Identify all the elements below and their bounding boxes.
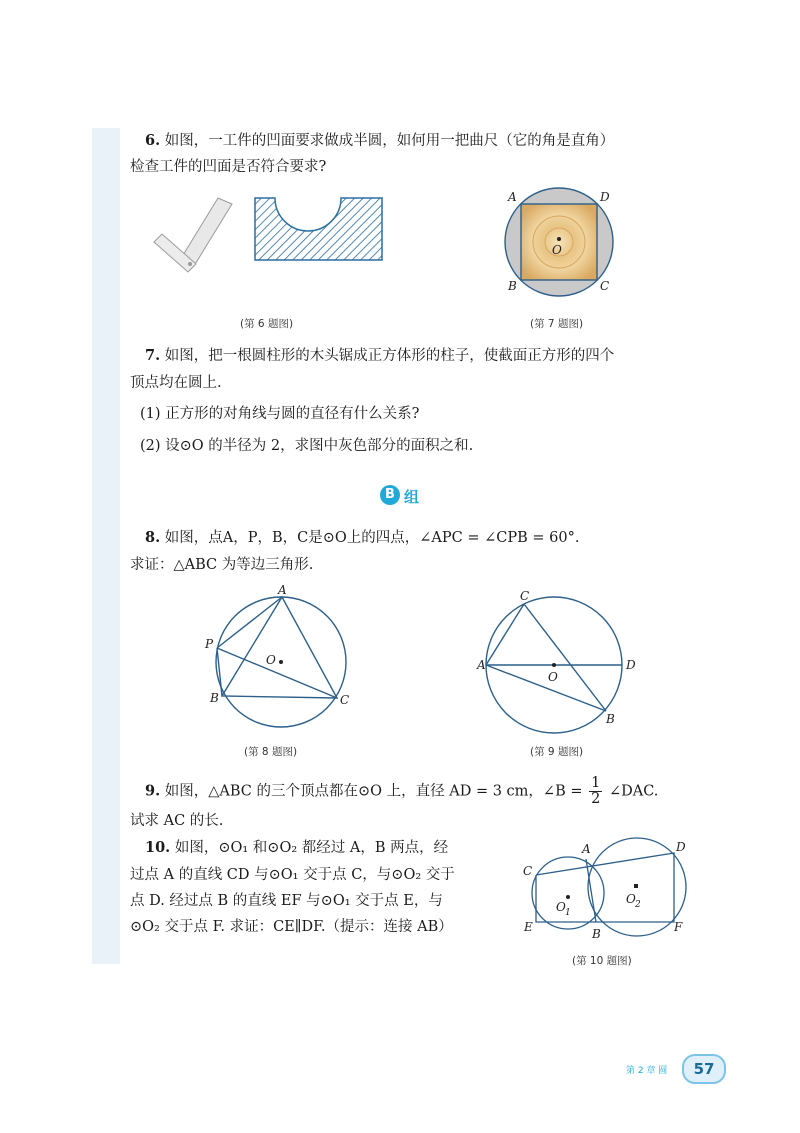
q6-line1	[145, 131, 614, 151]
q10-number: 10.	[145, 839, 171, 856]
q8-center-dot	[279, 660, 283, 664]
q9-number: 9.	[145, 782, 161, 800]
q9-figure	[478, 585, 638, 740]
q7-square	[521, 204, 597, 280]
q7-caption: (第 7 题图)	[530, 318, 584, 330]
q10-label-o1-sub: 1	[565, 908, 571, 918]
q10-line4: ⊙O₂ 交于点 F. 求证：CE∥DF.（提示：连接 AB）	[130, 919, 453, 935]
q9-text1b: ∠DAC.	[608, 783, 659, 800]
q7-figure	[496, 182, 626, 302]
q7-part2: (2) 设⊙O 的半径为 2，求图中灰色部分的面积之和.	[140, 438, 474, 454]
q8-label-c: C	[340, 693, 350, 707]
q9-line1	[145, 776, 658, 807]
q10-line1	[145, 838, 448, 858]
group-b-icon: B	[380, 485, 400, 505]
q10-label-b: B	[592, 927, 601, 941]
group-b-label: 组	[404, 488, 420, 506]
q7-label-a: A	[508, 190, 517, 204]
q10-label-o2-sub: 2	[635, 900, 641, 910]
q10-figure	[516, 835, 696, 945]
q7-part1: (1) 正方形的对角线与圆的直径有什么关系?	[140, 406, 420, 422]
q8-label-a: A	[278, 583, 287, 597]
q10-caption: (第 10 题图)	[572, 955, 632, 967]
footer-chapter: 第 2 章 圆	[626, 1066, 668, 1076]
q10-o2-dot	[634, 884, 638, 888]
q10-text1: 如图，⊙O₁ 和⊙O₂ 都经过 A，B 两点，经	[174, 840, 449, 856]
workpiece-shape	[255, 198, 382, 260]
q8-caption: (第 8 题图)	[244, 746, 298, 758]
q6-number: 6.	[145, 132, 161, 149]
q10-label-a: A	[582, 842, 591, 856]
q8-text1: 如图，点A，P，B，C是⊙O上的四点，∠APC = ∠CPB = 60°.	[164, 530, 580, 546]
q10-label-o1: O	[556, 900, 566, 914]
q8-line1	[145, 528, 579, 548]
q8-label-o: O	[266, 653, 276, 667]
q9-line2: 试求 AC 的长.	[130, 813, 224, 829]
q8-line2: 求证：△ABC 为等边三角形.	[130, 557, 314, 573]
q9-text1a: 如图，△ABC 的三个顶点都在⊙O 上，直径 AD = 3 cm，∠B =	[164, 783, 583, 800]
q9-center-dot	[552, 663, 556, 667]
q10-label-e: E	[524, 920, 533, 934]
q8-number: 8.	[145, 529, 161, 546]
page-number: 57	[682, 1054, 726, 1084]
q7-line1	[145, 346, 614, 366]
q8-label-b: B	[210, 691, 219, 705]
q10-o1-dot	[566, 895, 570, 899]
q10-label-c: C	[523, 864, 533, 878]
q7-label-c: C	[600, 279, 610, 293]
q8-label-p: P	[205, 637, 214, 651]
q9-fraction	[589, 776, 602, 807]
q9-label-b: B	[606, 712, 615, 726]
q7-text1: 如图，把一根圆柱形的木头锯成正方体形的柱子，使截面正方形的四个	[164, 348, 615, 364]
q7-label-d: D	[600, 190, 610, 204]
q6-figure	[150, 190, 390, 300]
q10-label-f: F	[674, 920, 683, 934]
q9-label-d: D	[626, 658, 636, 672]
q7-label-b: B	[508, 279, 517, 293]
q10-label-o2: O	[626, 892, 636, 906]
q10-circle-o1	[532, 857, 604, 929]
q7-line2: 顶点均在圆上.	[130, 375, 222, 391]
q7-label-o: O	[552, 243, 562, 257]
q9-frac-den: 2	[591, 791, 601, 807]
q6-text1: 如图，一工件的凹面要求做成半圆，如何用一把曲尺（它的角是直角）	[164, 133, 615, 149]
margin-bar	[92, 128, 120, 964]
q7-center-dot	[557, 237, 561, 241]
q9-label-o: O	[548, 670, 558, 684]
q9-caption: (第 9 题图)	[530, 746, 584, 758]
q9-label-c: C	[520, 589, 530, 603]
q6-caption: (第 6 题图)	[240, 318, 294, 330]
q10-label-d: D	[676, 840, 686, 854]
q7-number: 7.	[145, 347, 161, 364]
q8-figure	[200, 580, 365, 740]
l-square-icon	[154, 198, 232, 272]
q10-line3: 点 D. 经过点 B 的直线 EF 与⊙O₁ 交于点 E，与	[130, 893, 443, 909]
q6-line2: 检查工件的凹面是否符合要求?	[130, 159, 327, 175]
q9-frac-num: 1	[591, 775, 601, 791]
q10-line2: 过点 A 的直线 CD 与⊙O₁ 交于点 C，与⊙O₂ 交于	[130, 867, 455, 883]
q9-label-a: A	[477, 658, 486, 672]
